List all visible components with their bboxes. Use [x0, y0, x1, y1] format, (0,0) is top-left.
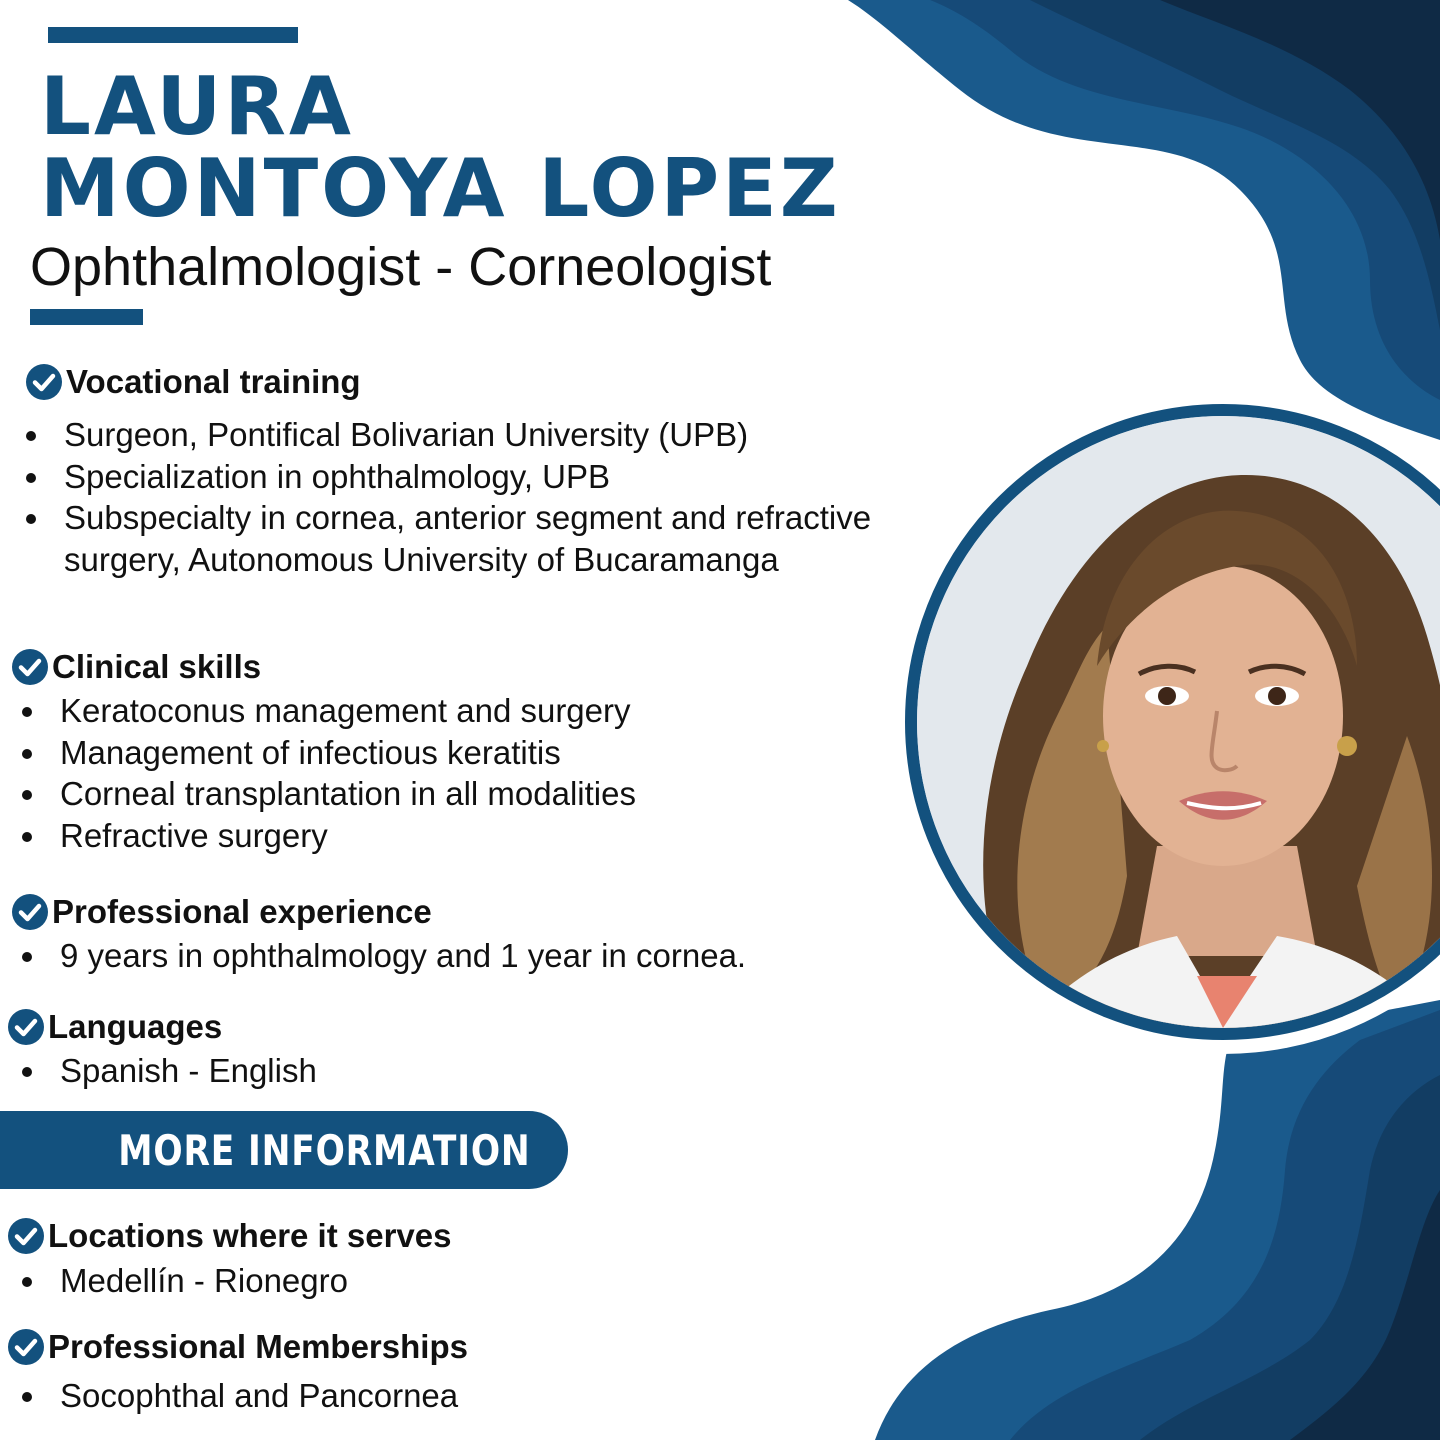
- list-item: [16, 773, 636, 815]
- section-memberships: [8, 1327, 468, 1417]
- check-circle-icon: [8, 1218, 44, 1254]
- more-information-label: MORE INFORMATION: [117, 1125, 531, 1175]
- section-title: Vocational training: [66, 363, 361, 400]
- doctor-name: [40, 60, 841, 235]
- list-item-text: Management of infectious keratitis: [60, 733, 561, 771]
- section-title: Languages: [48, 1008, 223, 1045]
- list-item-text: Corneal transplantation in all modalities: [60, 775, 636, 812]
- list-item-text: 9 years in ophthalmology and 1 year in cornea.: [60, 937, 747, 974]
- specialty-title: Ophthalmologist - Corneologist: [30, 237, 772, 297]
- list-item: [16, 1375, 468, 1417]
- portrait-photo: [905, 404, 1440, 1040]
- list-item-text: Refractive surgery: [60, 816, 328, 854]
- list-item: [26, 456, 966, 498]
- locations-list: [16, 1260, 452, 1302]
- list-item: [16, 1260, 452, 1302]
- check-circle-icon: [12, 649, 48, 685]
- section-title: Locations where it serves: [48, 1217, 452, 1254]
- more-information-banner: [0, 1111, 568, 1189]
- list-item: [16, 690, 636, 732]
- experience-list: [16, 935, 746, 977]
- top-accent-bar: [48, 27, 298, 43]
- section-vocational-training: [26, 362, 966, 580]
- list-item: [26, 497, 966, 580]
- list-item-text: Socophthal and Pancornea: [60, 1377, 459, 1414]
- list-item: [26, 414, 966, 456]
- section-list-clip: [26, 414, 966, 580]
- first-name: LAURA: [40, 60, 354, 153]
- section-title: Professional experience: [52, 893, 432, 930]
- list-item: [16, 732, 636, 774]
- skills-list: [16, 690, 636, 856]
- list-item-text: Surgeon, Pontifical Bolivarian University (UPB): [64, 416, 749, 453]
- list-item: [16, 815, 636, 857]
- title-underline-bar: [30, 309, 143, 325]
- check-circle-icon: [12, 894, 48, 930]
- list-item: [16, 1050, 317, 1092]
- portrait-illustration: [917, 416, 1440, 1028]
- list-item: [16, 935, 746, 977]
- last-name: MONTOYA LOPEZ: [40, 142, 841, 235]
- check-circle-icon: [8, 1329, 44, 1365]
- section-locations: [8, 1216, 452, 1302]
- section-clinical-skills: [12, 647, 636, 856]
- list-item-text-continued: surgery, Autonomous University of Bucaramanga: [64, 540, 779, 578]
- section-languages: [8, 1007, 317, 1092]
- check-circle-icon: [8, 1009, 44, 1045]
- list-item-text: Subspecialty in cornea, anterior segment and refractive: [64, 499, 872, 536]
- memberships-list: [16, 1375, 468, 1417]
- list-item-text: Medellín - Rionegro: [60, 1262, 348, 1299]
- section-title: Clinical skills: [52, 648, 262, 685]
- list-item-text: Keratoconus management and surgery: [60, 692, 631, 729]
- section-professional-experience: [12, 892, 746, 977]
- section-title: Professional Memberships: [48, 1328, 468, 1365]
- list-item-text: Specialization in ophthalmology, UPB: [64, 457, 611, 495]
- check-circle-icon: [26, 364, 62, 400]
- list-item-text: Spanish - English: [60, 1052, 317, 1089]
- languages-list: [16, 1050, 317, 1092]
- training-list: [26, 414, 966, 580]
